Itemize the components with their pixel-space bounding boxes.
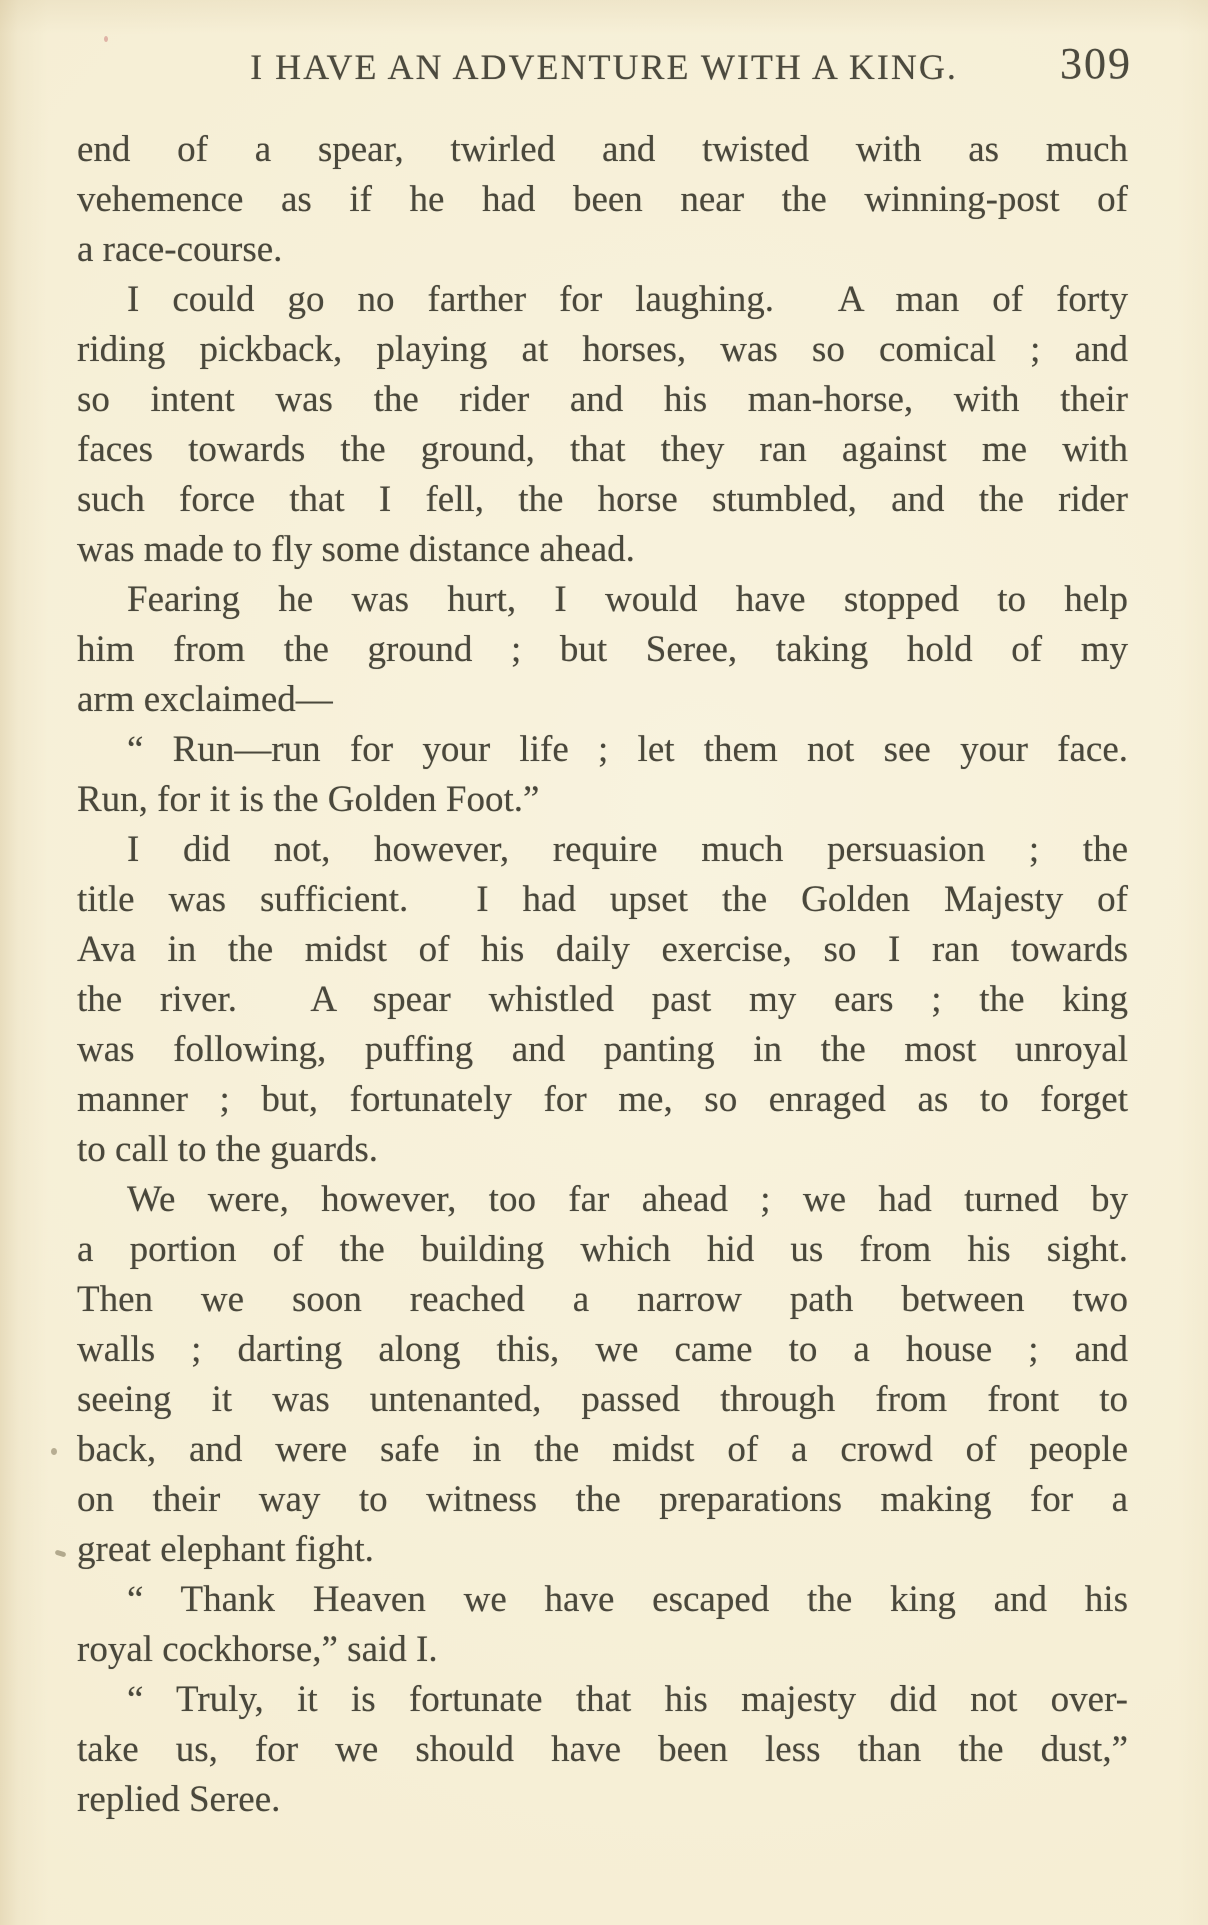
scan-speck xyxy=(104,36,108,42)
text-line: was following, puffing and panting in the most unroyal xyxy=(77,1029,1128,1070)
text-body xyxy=(77,125,1128,1825)
text-line: Run, for it is the Golden Foot.” xyxy=(77,779,540,820)
text-line: vehemence as if he had been near the winning-post of xyxy=(77,179,1128,220)
text-line: a race-course. xyxy=(77,229,283,270)
text-line: great elephant fight. xyxy=(77,1529,374,1570)
text-line: the river. A spear whistled past my ears ; the king xyxy=(77,979,1128,1020)
running-header-title: I HAVE AN ADVENTURE WITH A KING. xyxy=(250,47,958,87)
text-line: faces towards the ground, that they ran against me with xyxy=(77,429,1128,470)
text-line: “ Truly, it is fortunate that his majesty did not over- xyxy=(127,1679,1128,1720)
text-line: was made to fly some distance ahead. xyxy=(77,529,635,570)
text-line: a portion of the building which hid us from his sight. xyxy=(77,1229,1128,1270)
text-line: him from the ground ; but Seree, taking hold of my xyxy=(77,629,1128,670)
running-header xyxy=(0,0,1208,110)
text-line: Fearing he was hurt, I would have stopped to help xyxy=(127,579,1128,620)
text-line: end of a spear, twirled and twisted with as much xyxy=(77,129,1128,170)
text-line: riding pickback, playing at horses, was so comical ; and xyxy=(77,329,1128,370)
text-line: Ava in the midst of his daily exercise, so I ran towards xyxy=(77,929,1128,970)
scan-speck xyxy=(51,1448,57,1455)
text-line: on their way to witness the preparations making for a xyxy=(77,1479,1128,1520)
text-line: back, and were safe in the midst of a crowd of people xyxy=(77,1429,1128,1470)
text-line: arm exclaimed— xyxy=(77,679,333,720)
text-line: “ Run—run for your life ; let them not see your face. xyxy=(127,729,1128,770)
text-line: walls ; darting along this, we came to a house ; and xyxy=(77,1329,1128,1370)
text-line: such force that I fell, the horse stumbled, and the rider xyxy=(77,479,1128,520)
text-line: so intent was the rider and his man-horse, with their xyxy=(77,379,1128,420)
text-line: title was sufficient. I had upset the Golden Majesty of xyxy=(77,879,1128,920)
text-line: royal cockhorse,” said I. xyxy=(77,1629,438,1670)
text-line: Then we soon reached a narrow path between two xyxy=(77,1279,1128,1320)
scan-speck xyxy=(54,1549,66,1557)
text-line: We were, however, too far ahead ; we had turned by xyxy=(127,1179,1128,1220)
text-line: take us, for we should have been less than the dust,” xyxy=(77,1729,1128,1770)
text-line: I did not, however, require much persuasion ; the xyxy=(127,829,1128,870)
text-line: replied Seree. xyxy=(77,1779,281,1820)
text-line: “ Thank Heaven we have escaped the king and his xyxy=(127,1579,1128,1620)
text-line: to call to the guards. xyxy=(77,1129,379,1170)
text-line: seeing it was untenanted, passed through from front to xyxy=(77,1379,1128,1420)
text-line: I could go no farther for laughing. A man of forty xyxy=(127,279,1128,320)
page-number: 309 xyxy=(1060,39,1132,88)
text-line: manner ; but, fortunately for me, so enraged as to forget xyxy=(77,1079,1128,1120)
